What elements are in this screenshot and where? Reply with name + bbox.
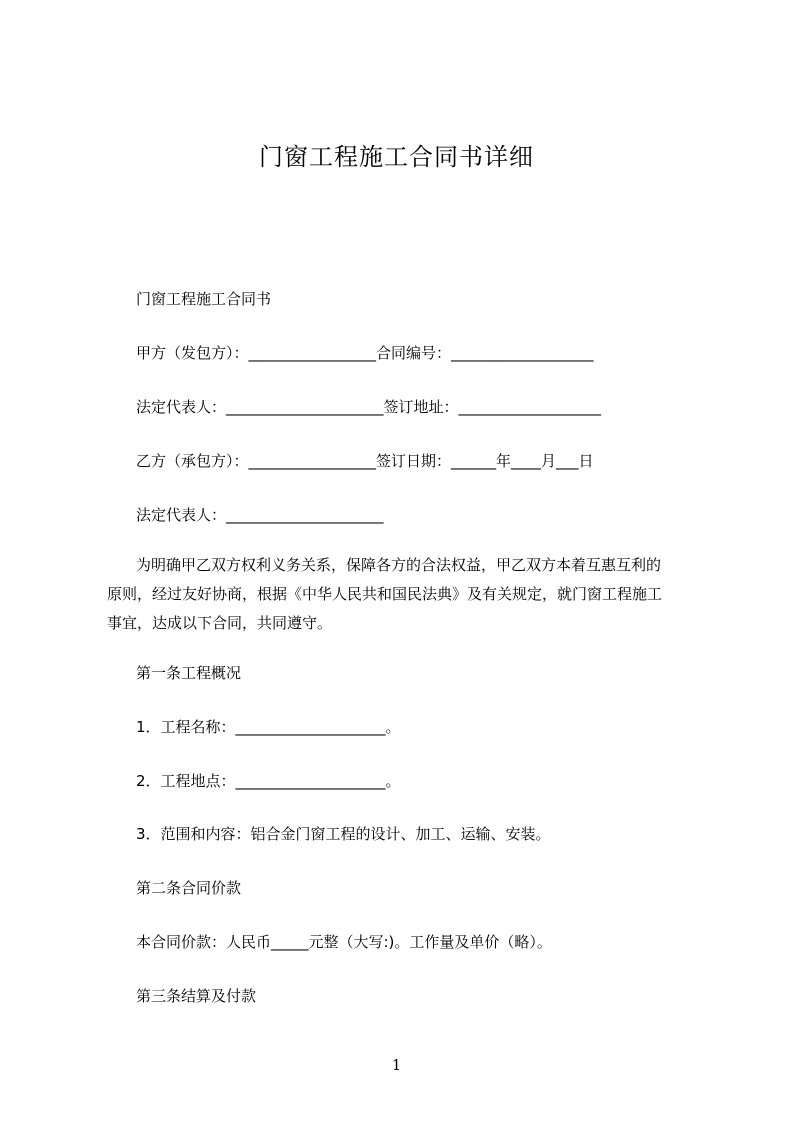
intro-line-1: 为明确甲乙双方权利义务关系，保障各方的合法权益，甲乙双方本着互惠互利的	[136, 556, 662, 574]
party-b-line: 乙方（承包方）：_________________签订日期：______年____月___日	[136, 452, 594, 470]
article-2-heading: 第二条合同价款	[136, 879, 242, 897]
intro-line-2: 原则，经过友好协商，根据《中华人民共和国民法典》及有关规定，就门窗工程施工	[107, 585, 663, 603]
article-1-heading: 第一条工程概况	[136, 664, 242, 682]
project-name-line: 1．工程名称：____________________。	[136, 718, 401, 736]
contract-price-line: 本合同价款：人民币_____元整（大写:)。工作量及单价（略）。	[136, 933, 552, 951]
article-3-heading: 第三条结算及付款	[136, 987, 257, 1005]
project-location-line: 2．工程地点：____________________。	[136, 772, 401, 790]
intro-paragraph	[107, 551, 701, 638]
project-scope-line: 3．范围和内容：铝合金门窗工程的设计、加工、运输、安装。	[136, 825, 551, 843]
legal-rep-b-line: 法定代表人：_____________________	[136, 506, 384, 524]
legal-rep-a-line: 法定代表人：_____________________签订地址：___________________	[136, 398, 602, 416]
document-title: 门窗工程施工合同书详细	[259, 143, 534, 171]
intro-line-3: 事宜，达成以下合同，共同遵守。	[107, 614, 333, 632]
page-number: 1	[391, 1056, 402, 1074]
contract-heading: 门窗工程施工合同书	[136, 290, 272, 308]
party-a-line: 甲方（发包方）：_________________合同编号：___________________	[136, 344, 594, 362]
